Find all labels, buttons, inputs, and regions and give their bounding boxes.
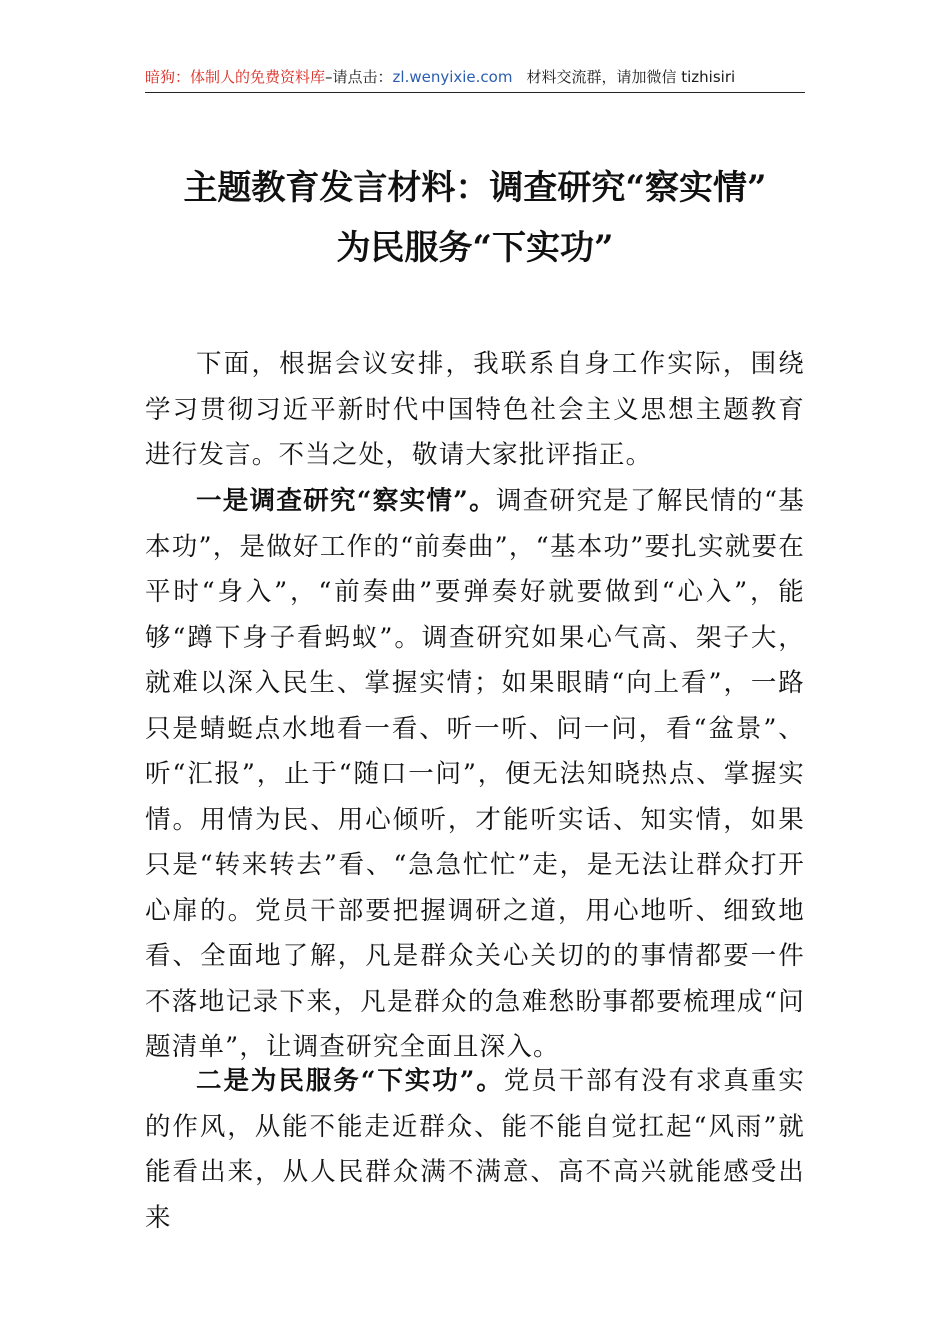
document-body-section-1 xyxy=(145,479,805,1071)
header-url-link[interactable]: zl.wenyixie.com xyxy=(392,68,513,86)
section-1-lead: 一是调查研究“察实情”。 xyxy=(196,486,496,516)
section-1-body: 调查研究是了解民情的“基本功”，是做好工作的“前奏曲”，“基本功”要扎实就要在平时“身入”，“前奏曲”要弹奏好就要做到“心入”，能够“蹲下身子看蚂蚁”。调查研究如果心气高、架子大，就难以深入民生、掌握实情；如果眼睛“向上看”，一路只是蜻蜓点水地看一看、听一听、问一问，看“盆景”、听“汇报”，止于“随口一问”，便无法知晓热点、掌握实情。用情为民、用心倾听，才能听实话、知实情，如果只是“转来转去”看、“急急忙忙”走，是无法让群众打开心扉的。党员干部要把握调研之道，用心地听、细致地看、全面地了解，凡是群众关心关切的的事情都要一件不落地记录下来，凡是群众的急难愁盼事都要梳理成“问题清单”，让调查研究全面且深入。 xyxy=(145,486,805,1062)
paragraph-section-2 xyxy=(145,1059,805,1241)
page-header xyxy=(145,62,805,92)
paragraph-intro: 下面，根据会议安排，我联系自身工作实际，围绕学习贯彻习近平新时代中国特色社会主义思想主题教育进行发言。不当之处，敬请大家批评指正。 xyxy=(145,349,805,470)
paragraph-section-1 xyxy=(145,479,805,1071)
document-title-line-1: 主题教育发言材料：调查研究“察实情” xyxy=(183,168,767,208)
document-title-line-2: 为民服务“下实功” xyxy=(336,228,614,268)
header-brand: 暗狗：体制人的免费资料库 xyxy=(145,68,326,86)
document-body-section-2 xyxy=(145,1059,805,1241)
header-click-prompt: –请点击： xyxy=(325,68,393,86)
document-body-intro xyxy=(145,342,805,479)
section-2-body: 党员干部有没有求真重实的作风，从能不能走近群众、能不能自觉扛起“风雨”就能看出来，从人民群众满不满意、高不高兴就能感受出来 xyxy=(145,1066,805,1233)
header-divider xyxy=(145,92,805,93)
section-2-lead: 二是为民服务“下实功”。 xyxy=(196,1066,504,1096)
header-contact: 材料交流群，请加微信 tizhisiri xyxy=(526,68,736,86)
